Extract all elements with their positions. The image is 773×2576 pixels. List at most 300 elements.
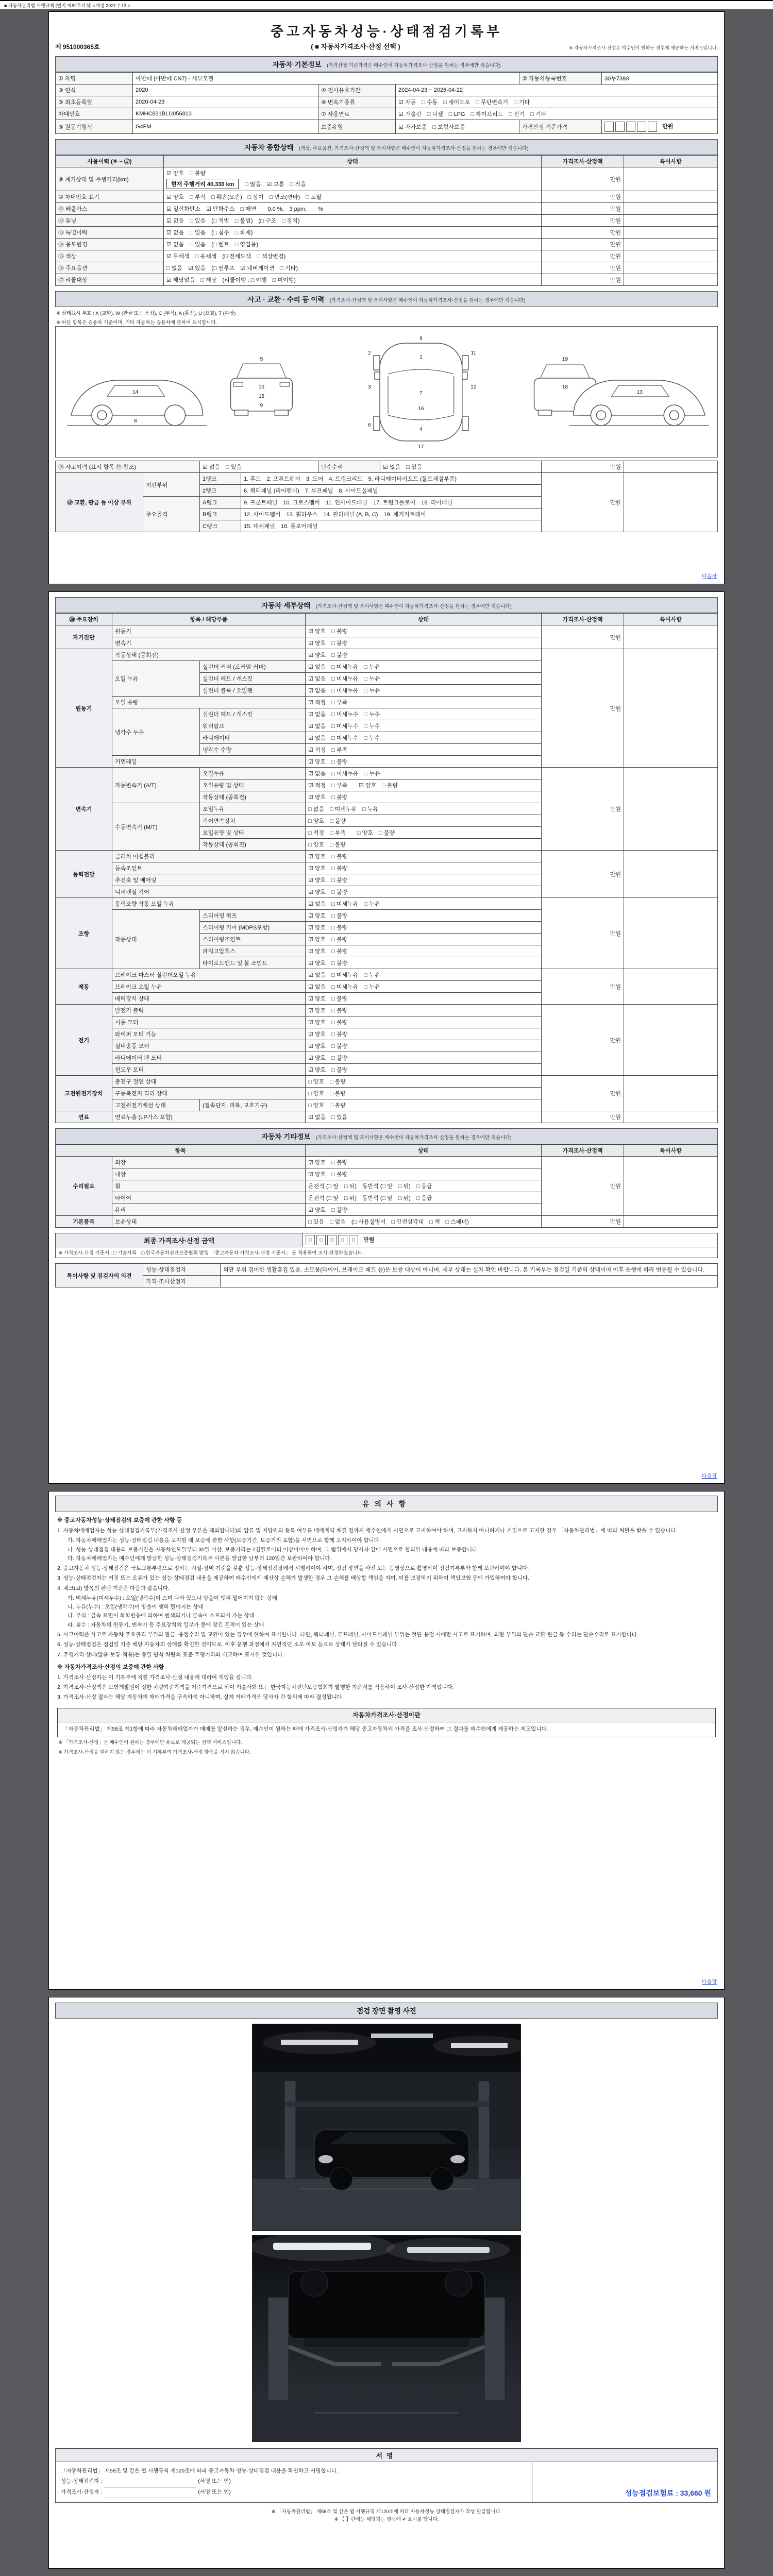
panel-number-6: 6 [368,422,371,428]
etc-item-cell: 외장 [112,1157,306,1168]
base-price-unit: 만원 [662,123,674,130]
detail-item-cell: 구동축전지 격리 상태 [112,1088,306,1099]
detail-part-cell: 라디에이터 [200,732,306,744]
detail-state-options[interactable]: ☑ 양호 □ 불량 [306,756,542,768]
detail-condition-note: (가격조사·산정액 및 특이사항은 매수인이 자동차가격조사·산정을 원하는 경우에만 적습니다) [315,604,512,609]
detail-item-cell: 냉각수 누수 [112,708,200,756]
warranty-type-label: 보증유형 [318,120,396,134]
device-group-cell: 전기 [56,1005,112,1076]
summary-row [56,191,718,203]
detail-state-options[interactable]: ☑ 없음 □ 미세누유 □ 누유 [306,685,542,697]
summary-state-cell[interactable] [164,239,542,250]
mileage-value: 현재 주행거리 40,330 km [166,179,239,189]
panel-number-2: 2 [368,350,371,357]
notice-subitem: 가. 자동차매매업자는 성능·상태점검 내용을 고지할 때 보증에 관한 사항(보증기간, 보증거리 포함)을 서면으로 함께 고지하여야 합니다. [68,1537,381,1544]
detail-state-options[interactable]: □ 양호 □ 불량 [306,1088,542,1099]
detail-part-cell: 파워고압호스 [200,945,306,957]
price-cell: 만원 [542,250,624,262]
etc-state-options[interactable]: 운전석 (□ 앞 □ 뒤) 동반석 (□ 앞 □ 뒤) □ 응급 [306,1192,542,1204]
detail-item-cell: 발전기 출력 [112,1005,306,1016]
reg-no-value: 30누7393 [602,73,718,84]
detail-table-body [56,625,718,1123]
checkbox-options[interactable]: ☑ 없음 □ 있음 (□ 침수 □ 화재) [166,230,253,236]
notice-item: 2. 중고자동차 성능·상태점검은 국토교통부령으로 정하는 시설·장비 기준을 갖춘 성능·상태점검장에서 시행하여야 하며, 점검 장면을 사진 또는 동영상으로 촬영하여 점검기록부와 함께 보관하여야 합니다. [57,1565,529,1572]
accident-history-label: ⑱ 사고이력 (표시 항목 ⑲ 참조) [56,461,200,473]
mileage-grade-options[interactable]: □ 많음 ☑ 보통 □ 적음 [245,181,306,188]
detail-item-cell: 추진축 및 베어링 [112,874,306,886]
notices-performance-list [57,1527,716,1659]
car-top-view [368,336,476,450]
device-group-cell: 조향 [56,898,112,969]
rank-parts-cell: 9. 프론트패널 10. 크로스멤버 11. 인사이드패널 17. 트렁크플로어 18. 리어패널 [241,497,542,509]
notice-item: 1. 가격조사·산정자는 이 기록부에 적힌 가격조사·산정 내용에 대하여 책임을 집니다. [57,1674,253,1681]
detail-state-options[interactable]: □ 없음 □ 미세누유 □ 누유 [306,803,542,815]
next-page-link[interactable]: 다음장 [702,1979,717,1985]
rank-row [56,473,718,485]
detail-state-options[interactable]: ☑ 적정 □ 부족 [306,744,542,756]
detail-state-options[interactable]: ☑ 양호 □ 불량 [306,625,542,637]
price-appraiser-opinion [221,1276,718,1287]
etc-state-options[interactable]: □ 있음 □ 없음 (□ 사용설명서 □ 안전삼각대 □ 잭 □ 스패너) [306,1216,542,1228]
detail-item-cell: 연료누출 (LP가스 포함) [112,1111,306,1123]
note-cell [624,1157,718,1216]
summary-row [56,274,718,286]
accident-history-note: (가격조사·산정액 및 특이사항은 매수인이 자동차가격조사·산정을 원하는 경우에만 적습니다) [329,298,526,303]
summary-row [56,215,718,227]
accident-flags-table [55,461,718,473]
inspection-photos [55,2024,718,2442]
detail-row [56,768,718,779]
detail-state-options[interactable]: ☑ 없음 □ 있음 [306,1111,542,1123]
detail-item-cell: 라디에이터 팬 모터 [112,1052,306,1064]
detail-row [56,649,718,661]
col-etc-note: 특이사항 [624,1145,718,1157]
signature-table [55,2448,718,2503]
detail-item-cell: 윈도우 모터 [112,1064,306,1076]
checkbox-options[interactable]: ☑ 양호 □ 부식 □ 훼손(오손) □ 상이 □ 변조(변타) □ 도말 [166,194,322,200]
vin-label: 차대번호 [56,108,133,120]
panel-number-4: 4 [419,426,423,432]
detail-item-cell: 브레이크 오일 누유 [112,981,306,993]
etc-state-options[interactable]: 운전석 (□ 앞 □ 뒤) 동반석 (□ 앞 □ 뒤) □ 응급 [306,1180,542,1192]
note-cell [624,250,718,262]
price-survey-definition-text: 「자동차관리법」 제58조 제1항에 따라 자동차매매업자가 매매를 알선하는 경우, 매수인이 원하는 때에 가격조사·산정자가 해당 중고자동차의 가격을 조사·산정하여 그 결과를 매수인에게 제공하는 제도입니다. [63,1726,548,1733]
final-amount-section [55,1233,718,1258]
detail-row [56,898,718,910]
etc-row [56,1157,718,1168]
detail-state-options[interactable]: ☑ 양호 □ 불량 [306,1005,542,1016]
col-etc-price: 가격조사·산정액 [542,1145,624,1157]
etc-group-cell: 수리필요 [56,1157,112,1216]
col-item-part: 항목 / 해당부품 [112,614,306,625]
comprehensive-table-body [56,167,718,286]
notice-item: 4. 체크(☑) 항목의 판단 기준은 다음과 같습니다. [57,1585,170,1591]
detail-item-cell: 고전원전기배선 상태 [112,1099,200,1111]
overall-condition-header [55,139,718,155]
etc-state-options[interactable]: ☑ 양호 □ 불량 [306,1204,542,1216]
note-cell [624,239,718,250]
amount-digit: 0 [306,1235,315,1245]
fuel-label: ⑦ 사용연료 [318,108,396,120]
col-major-device: ⑳ 주요장치 [56,614,112,625]
detail-state-options[interactable]: ☑ 양호 □ 불량 [306,1016,542,1028]
page-1-block [48,11,725,584]
summary-item-label: ⑫ 튜닝 [56,215,164,227]
accident-history-header [55,291,718,307]
checkbox-options[interactable]: ☑ 해당없음 □ 해당 (리콜이행 : □ 이행 □ 미이행) [166,277,296,283]
etc-info-note: (가격조사·산정액 및 특이사항은 매수인이 자동차가격조사·산정을 원하는 경우에만 적습니다) [315,1135,512,1141]
detail-state-options[interactable]: ☑ 양호 □ 불량 [306,993,542,1005]
signature-header: 서명 [56,2449,718,2462]
accident-history-options[interactable]: ☑ 없음 □ 있음 [200,461,318,473]
detail-state-options[interactable]: ☑ 양호 □ 불량 [306,1040,542,1052]
col-etc-state: 상태 [306,1145,542,1157]
detail-item-cell: 와이퍼 모터 기능 [112,1028,306,1040]
fuel-options[interactable]: ☑ 가솔린 □ 디젤 □ LPG □ 하이브리드 □ 전기 □ 기타 [396,108,718,120]
panel-number-19: 19 [562,357,568,363]
device-group-cell: 제동 [56,969,112,1005]
detail-state-options[interactable]: ☑ 양호 □ 불량 [306,851,542,862]
detail-state-options[interactable]: ☑ 양호 □ 불량 [306,886,542,898]
summary-state-cell[interactable] [164,250,542,262]
next-page-link[interactable]: 다음장 [702,1473,717,1479]
reg-no-label: ② 자동차등록번호 [519,73,602,84]
appraiser-sign-hint: (서명 또는 인) [198,2488,231,2495]
price-cell: 만원 [542,969,624,1005]
detail-part-cell: 작동상태 (공회전) [200,791,306,803]
summary-state-cell[interactable] [164,167,542,191]
note-cell [624,227,718,239]
detail-state-options[interactable]: ☑ 양호 □ 불량 [306,637,542,649]
price-survey-definition-title: 자동차가격조사·산정이란 [58,1708,715,1723]
panel-number-8: 8 [133,418,137,424]
detail-state-options[interactable]: ☑ 양호 □ 불량 [306,649,542,661]
accident-history-section [55,291,718,532]
detail-part-cell: 오일유량 및 상태 [200,827,306,839]
detail-state-options[interactable]: ☑ 양호 □ 불량 [306,934,542,945]
price-cell: 만원 [542,1157,624,1216]
signature-legal-line: 「자동차관리법」 제58조 및 같은 법 시행규칙 제120조에 따라 중고자동차 성능·상태점검 내용을 확인하고 서명합니다. [61,2468,338,2474]
notice-item: 3. 성능·상태점검자는 거짓 또는 오류가 있는 성능·상태점검 내용을 제공하여 매수인에게 재산상 손해가 발생한 경우 그 손해를 배상할 책임을 지며, 이를 보장하기 위하여 책임보험 등에 가입하여야 합니다. [57,1575,530,1582]
car-right-side-view [569,380,709,426]
detail-row [56,1111,718,1123]
detail-item-cell: 시동 모터 [112,1016,306,1028]
detail-state-options[interactable]: ☑ 적정 □ 부족 ☑ 양호 □ 불량 [306,779,542,791]
detail-item-cell: 원동기 [112,625,306,637]
basic-info-header [55,56,718,72]
detail-item-cell: 작동상태 [112,910,200,969]
detail-item-cell: 작동상태 (공회전) [112,649,306,661]
amount-digit [626,122,635,132]
rank-parts-cell: 6. 쿼터패널 (리어펜더) 7. 루프패널 8. 사이드실패널 [241,485,542,497]
detail-state-options[interactable]: ☑ 양호 □ 불량 [306,1064,542,1076]
price-survey-footnote-1: ※ 「가격조사·산정」은 매수인이 원하는 경우에만 유료로 제공되는 선택 서비스입니다. [58,1739,242,1745]
detail-state-options[interactable]: ☑ 없음 □ 미세누유 □ 누유 [306,969,542,981]
note-cell [624,191,718,203]
detail-item-cell: 동력조향 작동 오일 누유 [112,898,306,910]
panel-number-5: 5 [260,357,263,363]
checkbox-options[interactable]: ☑ 양호 □ 불량 [166,171,206,177]
basic-info-note: (가격산정 기준가격은 매수인이 자동차가격조사·산정을 원하는 경우에만 적습니다) [327,63,501,69]
base-price-label: 가격산정 기준가격 [519,120,602,134]
panel-number-15: 15 [258,393,264,399]
amount-digit [604,122,614,132]
final-amount-table [55,1233,718,1258]
etc-group-cell: 기본품목 [56,1216,112,1228]
etc-info-section [55,1128,718,1228]
price-cell: 만원 [542,1005,624,1076]
final-amount-label: 최종 가격조사·산정 금액 [56,1233,303,1247]
model-year-value: 2020 [133,84,318,96]
notice-item: 5. 사고이력은 사고로 자동차 주요골격 부위의 판금, 용접수리 및 교환이 있는 경우에 한하여 표기합니다. 다만, 쿼터패널, 루프패널, 사이드실패널 부위는 절단·용접 시에만 사고로 표기하며, 외판 부위의 단순 교환·판금 등 수리는 단순수리로 표기합니다. [57,1631,638,1638]
overall-condition-section [55,139,718,286]
etc-state-options[interactable]: ☑ 양호 □ 불량 [306,1157,542,1168]
notice-subitem: 가. 미세누유(미세누수) : 오일(냉각수)이 스며 나와 있으나 방울이 맺혀 떨어지지 않는 상태 [68,1595,277,1601]
price-cell: 만원 [542,649,624,768]
detail-state-options[interactable]: ☑ 없음 □ 미세누수 □ 누수 [306,708,542,720]
basic-info-title: 자동차 기본정보 [272,61,322,69]
price-cell: 만원 [542,239,624,250]
basic-info-table [55,72,718,134]
detail-state-options[interactable]: □ 양호 □ 불량 [306,1099,542,1111]
simple-repair-options[interactable]: ☑ 없음 □ 있음 [380,461,542,473]
notice-item: 7. 주행거리 상태(많음·보통·적음)는 동일 연식 차량의 표준 주행거리와 비교하여 표시한 것입니다. [57,1651,284,1658]
detail-part-cell: 타이로드엔드 및 볼 조인트 [200,957,306,969]
accident-history-title: 사고 · 교환 · 수리 등 이력 [247,296,325,303]
rank-cell: C랭크 [200,520,241,532]
rank-cell: 2랭크 [200,485,241,497]
detail-state-options[interactable]: □ 양호 □ 불량 [306,1076,542,1088]
detail-state-options[interactable]: ☑ 양호 □ 불량 [306,791,542,803]
rank-parts-cell: 1. 후드 2. 프론트펜더 3. 도어 4. 트렁크리드 5. 라디에이터서포트 (볼트체결부품) [241,473,542,485]
premium-value: 33,660 원 [680,2488,711,2497]
detail-row [56,851,718,862]
inspector-sign-hint: (서명 또는 인) [198,2478,231,2484]
engine-type-value: G4FM [133,120,318,134]
panel-number-14: 14 [132,389,139,395]
rank-cell: B랭크 [200,509,241,520]
detail-state-options[interactable]: □ 양호 □ 불량 [306,815,542,827]
etc-table-body [56,1157,718,1228]
amount-digit [637,122,646,132]
detail-item-cell: 오일 누유 [112,661,200,697]
summary-item-label: ⑮ 색상 [56,250,164,262]
note-cell [624,262,718,274]
overall-condition-title: 자동차 종합상태 [244,144,294,151]
col-detail-note: 특이사항 [624,614,718,625]
detail-state-options[interactable]: ☑ 양호 □ 불량 [306,874,542,886]
etc-info-header [55,1128,718,1144]
etc-state-options[interactable]: ☑ 양호 □ 불량 [306,1168,542,1180]
amount-digit [615,122,625,132]
transmission-options[interactable]: ☑ 자동 □ 수동 □ 세미오토 □ 무단변속기 □ 기타 [396,96,718,108]
summary-item-label: ⑩ 차대번호 표기 [56,191,164,203]
detail-state-options[interactable]: ☑ 없음 □ 미세누유 □ 누유 [306,768,542,779]
form-reference-text: ■ 자동차관리법 시행규칙 [별지 제82호서식] <개정 2021.7.13.> [4,3,130,8]
photos-signature-block [48,1997,725,2569]
price-cell: 만원 [542,625,624,649]
summary-state-cell[interactable] [164,191,542,203]
detail-part-cell: 오일누유 [200,803,306,815]
price-cell: 만원 [542,191,624,203]
note-cell [624,203,718,215]
exchange-label-cell: ⑲ 교환, 판금 등 이상 부위 [56,473,143,532]
detail-state-options[interactable]: ☑ 양호 □ 불량 [306,957,542,969]
summary-state-cell[interactable] [164,203,542,215]
note-cell [624,851,718,898]
amount-digit: 0 [338,1235,347,1245]
detail-state-options[interactable]: ☑ 양호 □ 불량 [306,1028,542,1040]
next-page-link[interactable]: 다음장 [702,574,717,580]
detail-part-cell: 냉각수 수량 [200,744,306,756]
mileage-line [166,179,539,189]
detail-item-cell: 브레이크 마스터 실린더오일 누유 [112,969,306,981]
detail-item-cell: 오일 유량 [112,697,306,708]
summary-row [56,262,718,274]
appraiser-sign-label: 가격조사·산정자 : [61,2488,103,2495]
passenger-car-legend: ※ 하단 항목은 승용차 기준이며, 기타 자동차는 승용차에 준하여 표시합니다. [56,320,217,326]
detail-state-options[interactable]: ☑ 없음 □ 미세누유 □ 누유 [306,898,542,910]
summary-state-cell[interactable] [164,262,542,274]
detail-state-options[interactable]: ☑ 양호 □ 불량 [306,910,542,922]
panel-number-9: 9 [419,336,423,342]
summary-item-label: ⑨ 계기상태 및 주행거리(km) [56,167,164,191]
panel-number-7: 7 [419,390,423,396]
etc-item-cell: 유리 [112,1204,306,1216]
detail-state-options[interactable]: ☑ 없음 □ 미세누유 □ 누유 [306,673,542,685]
inspector-sign-label: 성능·상태점검자 : [61,2478,103,2484]
detail-state-options[interactable]: ☑ 적정 □ 부족 [306,697,542,708]
price-cell: 만원 [542,851,624,898]
summary-item-label: ⑭ 용도변경 [56,239,164,250]
detail-state-options[interactable]: ☑ 양호 □ 불량 [306,922,542,934]
footnote-2: ※ 【 】란에는 해당되는 항목에 ✔ 표시를 합니다. [334,2517,439,2522]
checkbox-options[interactable]: □ 없음 ☑ 있음 (□ 썬루프 ☑ 네비게이션 □ 기타) [166,265,298,272]
detail-item-cell: 등속조인트 [112,862,306,874]
inspector-opinion-section [55,1263,718,1287]
note-cell [624,1076,718,1111]
overall-condition-table [55,155,718,286]
detail-state-options[interactable]: □ 양호 □ 불량 [306,839,542,851]
detail-part-cell: 오일누유 [200,768,306,779]
base-price-value [602,120,718,134]
etc-row [56,1216,718,1228]
detail-item-cell: 수동변속기 (M/T) [112,803,200,851]
warranty-type-options[interactable]: ☑ 자가보증 □ 보험사보증 [396,120,519,134]
panel-number-9f: 9 [260,402,263,409]
detail-part-cell: 실린더 커버 (로커암 커버) [200,661,306,673]
detail-part-cell: 실린더 헤드 / 개스킷 [200,708,306,720]
note-cell [624,1111,718,1123]
panel-number-16: 16 [418,405,424,412]
price-cell: 만원 [542,215,624,227]
final-amount-digits [306,1235,360,1245]
detail-part-cell: 작동상태 (공회전) [200,839,306,851]
summary-item-label: ⑬ 특별이력 [56,227,164,239]
summary-item-label: ⑰ 리콜대상 [56,274,164,286]
detail-state-options[interactable]: ☑ 양호 □ 불량 [306,945,542,957]
car-panel-diagram [55,326,718,457]
col-usage-history: 사용이력 (⑨ ~ ⑰) [56,156,164,167]
detail-state-options[interactable]: ☑ 없음 □ 미세누수 □ 누수 [306,732,542,744]
price-cell: 만원 [542,274,624,286]
price-cell: 만원 [542,1216,624,1228]
detail-state-options[interactable]: ☑ 양호 □ 불량 [306,1052,542,1064]
detail-state-options[interactable]: ☑ 없음 □ 미세누유 □ 누유 [306,661,542,673]
summary-state-cell[interactable] [164,274,542,286]
detail-item-cell: 디퍼렌셜 기어 [112,886,306,898]
car-name-label: ① 차명 [56,73,133,84]
col-detail-price: 가격조사·산정액 [542,614,624,625]
base-price-digits [604,122,659,132]
summary-state-cell[interactable] [164,215,542,227]
checkbox-options[interactable]: ☑ 없음 □ 있음 (□ 적법 □ 불법) (□ 구조 □ 장치) [166,218,300,224]
price-appraiser-label: 가격·조사산정자 [143,1276,221,1287]
notices-block [48,1491,725,1990]
checkbox-options[interactable]: ☑ 없음 □ 있음 (□ 렌트 □ 영업용) [166,242,258,248]
price-cell: 만원 [542,1076,624,1111]
car-views-svg [56,329,717,452]
etc-item-cell: 보유상태 [112,1216,306,1228]
device-group-cell: 연료 [56,1111,112,1123]
detail-state-options[interactable]: ☑ 양호 □ 불량 [306,862,542,874]
etc-item-cell: 내장 [112,1168,306,1180]
exchange-rank-table [55,472,718,532]
panel-number-11: 11 [470,350,476,357]
device-group-cell: 고전원전기장치 [56,1076,112,1111]
summary-state-cell[interactable] [164,227,542,239]
detail-condition-header [55,597,718,613]
device-group-cell: 원동기 [56,649,112,768]
panel-number-3: 3 [368,384,371,391]
notice-subitem: 다. 자동차매매업자는 매수인에게 발급한 성능·상태점검기록부 사본을 발급한 날부터 120일간 보관하여야 합니다. [68,1555,332,1562]
device-group-cell: 변속기 [56,768,112,851]
etc-item-cell: 휠 [112,1180,306,1192]
performance-inspector-opinion: 외판 부위 경미한 생활흠집 있음. 소모품(타이어, 브레이크 패드 등)은 보증 대상이 아니며, 세부 상태는 실차 확인 바랍니다. 본 기록부는 점검일 기준의 상태이며 이후 운행에 따라 변동될 수 있습니다. [221,1264,718,1276]
notices-title: 유의사항 [55,1496,718,1512]
rank-table-body [56,473,718,532]
summary-item-label: ⑪ 배출가스 [56,203,164,215]
detail-state-options[interactable]: ☑ 없음 □ 미세누수 □ 누수 [306,720,542,732]
note-cell [624,625,718,649]
price-cell: 만원 [542,203,624,215]
overall-condition-note: (색상, 주요옵션, 가격조사·산정액 및 특이사항은 매수인이 자동차가격조사·산정을 원하는 경우에만 적습니다) [299,146,529,151]
checkbox-options[interactable]: ☑ 무채색 □ 유채색 (□ 전체도색 □ 색상변경) [166,253,286,260]
final-amount-unit: 만원 [363,1236,375,1243]
inspector-opinion-table [55,1263,718,1287]
detail-item-cell: 클러치 어셈블리 [112,851,306,862]
opinion-header-cell: 특이사항 및 점검자의 의견 [56,1264,143,1287]
outer-panel-group-cell: 외판부위 [143,473,200,497]
detail-item-cell: 배력장치 상태 [112,993,306,1005]
checkbox-options[interactable]: ☑ 일산화탄소 ☑ 탄화수소 □ 매연 0.0 %, 3 ppm, % [166,206,324,212]
detail-part-cell: 스티어링 펌프 [200,910,306,922]
detail-state-options[interactable]: ☑ 없음 □ 미세누유 □ 누유 [306,981,542,993]
detail-item-cell: 실내송풍 모터 [112,1040,306,1052]
price-cell: 만원 [542,262,624,274]
panel-number-17: 17 [418,444,424,450]
price-survey-footnote-2: ※ 가격조사·산정을 원하지 않는 경우에는 이 기록부의 가격조사·산정 항목을 적지 않습니다. [58,1749,251,1755]
detail-part-cell: 스티어링조인트 [200,934,306,945]
etc-item-cell: 타이어 [112,1192,306,1204]
price-survey-option-note: ※ 자동차가격조사·산정은 매수인이 원하는 경우에 제공하는 서비스입니다. [569,45,718,50]
state-code-legend: ※ 상태표시 부호 : X (교환), W (판금 또는 용접), C (부식), A (흠집), U (요철), T (손상) [56,311,236,316]
detail-part-cell: (접속단자, 피복, 보호기구) [200,1099,306,1111]
amount-digit: 0 [327,1235,337,1245]
panel-number-13: 13 [636,389,643,395]
detail-state-options[interactable]: □ 적정 □ 부족 □ 양호 □ 불량 [306,827,542,839]
note-cell [624,1216,718,1228]
